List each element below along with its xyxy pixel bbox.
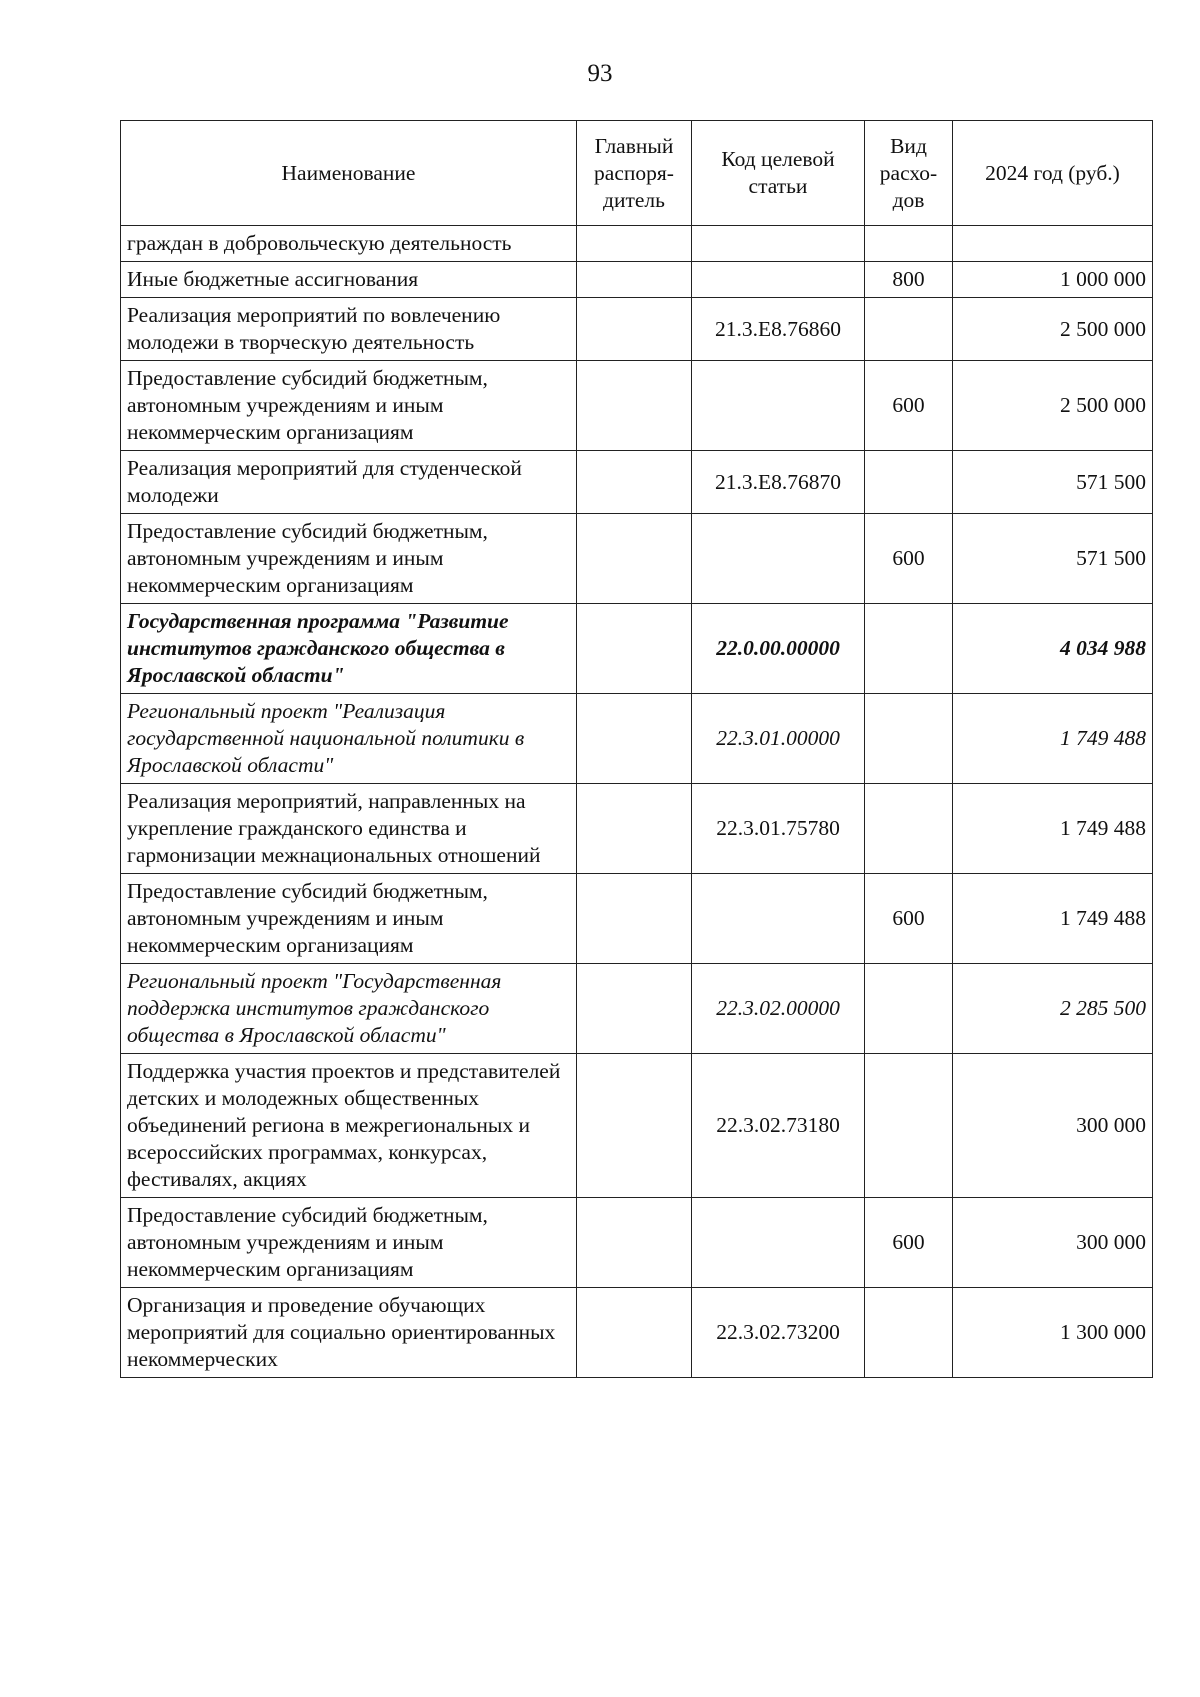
budget-table <box>120 120 1153 1378</box>
cell-admin <box>577 784 692 874</box>
table-row <box>121 262 1153 298</box>
cell-code: 22.3.02.00000 <box>692 964 865 1054</box>
cell-kind: 600 <box>865 361 953 451</box>
table-row <box>121 874 1153 964</box>
header-kind: Вид расхо-дов <box>865 121 953 226</box>
table-body <box>121 226 1153 1378</box>
cell-kind <box>865 964 953 1054</box>
cell-amount: 1 000 000 <box>953 262 1153 298</box>
cell-code <box>692 1198 865 1288</box>
table-row <box>121 784 1153 874</box>
cell-kind <box>865 1054 953 1198</box>
cell-name: Иные бюджетные ассигнования <box>121 262 577 298</box>
cell-kind <box>865 1288 953 1378</box>
cell-code <box>692 226 865 262</box>
cell-amount: 300 000 <box>953 1198 1153 1288</box>
cell-amount: 1 300 000 <box>953 1288 1153 1378</box>
cell-admin <box>577 1198 692 1288</box>
cell-code: 22.3.01.00000 <box>692 694 865 784</box>
cell-admin <box>577 694 692 784</box>
cell-code <box>692 514 865 604</box>
cell-kind <box>865 604 953 694</box>
cell-kind <box>865 226 953 262</box>
cell-name: Региональный проект "Государственная поддержка институтов гражданского общества в Ярославской области" <box>121 964 577 1054</box>
cell-name: Реализация мероприятий, направленных на укрепление гражданского единства и гармонизации межнациональных отношений <box>121 784 577 874</box>
cell-name: Предоставление субсидий бюджетным, автономным учреждениям и иным некоммерческим организациям <box>121 514 577 604</box>
cell-kind <box>865 694 953 784</box>
table-header-row <box>121 121 1153 226</box>
cell-admin <box>577 262 692 298</box>
table-row <box>121 1054 1153 1198</box>
cell-name: Реализация мероприятий для студенческой молодежи <box>121 451 577 514</box>
cell-admin <box>577 226 692 262</box>
table-row <box>121 361 1153 451</box>
header-amount: 2024 год (руб.) <box>953 121 1153 226</box>
table-row <box>121 1198 1153 1288</box>
cell-admin <box>577 1054 692 1198</box>
cell-admin <box>577 451 692 514</box>
cell-admin <box>577 514 692 604</box>
table-row <box>121 1288 1153 1378</box>
cell-amount: 571 500 <box>953 451 1153 514</box>
cell-kind <box>865 298 953 361</box>
cell-admin <box>577 361 692 451</box>
cell-kind <box>865 784 953 874</box>
cell-amount: 571 500 <box>953 514 1153 604</box>
table-row <box>121 604 1153 694</box>
cell-amount: 300 000 <box>953 1054 1153 1198</box>
cell-name: Организация и проведение обучающих мероприятий для социально ориентированных некоммерческих <box>121 1288 577 1378</box>
table-row <box>121 964 1153 1054</box>
cell-admin <box>577 604 692 694</box>
cell-name: Предоставление субсидий бюджетным, автономным учреждениям и иным некоммерческим организациям <box>121 874 577 964</box>
cell-amount: 1 749 488 <box>953 874 1153 964</box>
cell-amount: 4 034 988 <box>953 604 1153 694</box>
cell-kind: 600 <box>865 514 953 604</box>
cell-name: Предоставление субсидий бюджетным, автономным учреждениям и иным некоммерческим организациям <box>121 1198 577 1288</box>
cell-amount <box>953 226 1153 262</box>
cell-name: Региональный проект "Реализация государственной национальной политики в Ярославской области" <box>121 694 577 784</box>
table-row <box>121 514 1153 604</box>
cell-code: 21.3.Е8.76860 <box>692 298 865 361</box>
cell-name: граждан в добровольческую деятельность <box>121 226 577 262</box>
cell-code: 22.0.00.00000 <box>692 604 865 694</box>
cell-code: 22.3.02.73200 <box>692 1288 865 1378</box>
cell-code: 22.3.02.73180 <box>692 1054 865 1198</box>
cell-amount: 1 749 488 <box>953 694 1153 784</box>
cell-kind: 600 <box>865 1198 953 1288</box>
cell-code: 22.3.01.75780 <box>692 784 865 874</box>
table-row <box>121 226 1153 262</box>
cell-name: Государственная программа "Развитие институтов гражданского общества в Ярославской области" <box>121 604 577 694</box>
header-name: Наименование <box>121 121 577 226</box>
cell-code: 21.3.Е8.76870 <box>692 451 865 514</box>
cell-code <box>692 874 865 964</box>
cell-amount: 1 749 488 <box>953 784 1153 874</box>
cell-kind: 800 <box>865 262 953 298</box>
cell-kind: 600 <box>865 874 953 964</box>
cell-admin <box>577 298 692 361</box>
cell-kind <box>865 451 953 514</box>
cell-name: Предоставление субсидий бюджетным, автономным учреждениям и иным некоммерческим организациям <box>121 361 577 451</box>
table-row <box>121 451 1153 514</box>
page-number: 93 <box>587 60 613 87</box>
cell-name: Реализация мероприятий по вовлечению молодежи в творческую деятельность <box>121 298 577 361</box>
table-row <box>121 694 1153 784</box>
header-admin: Главный распоря-дитель <box>577 121 692 226</box>
header-code: Код целевой статьи <box>692 121 865 226</box>
cell-name: Поддержка участия проектов и представителей детских и молодежных общественных объединений региона в межрегиональных и всероссийских программах, конкурсах, фестивалях, акциях <box>121 1054 577 1198</box>
cell-admin <box>577 964 692 1054</box>
cell-admin <box>577 1288 692 1378</box>
cell-amount: 2 500 000 <box>953 361 1153 451</box>
cell-code <box>692 361 865 451</box>
cell-admin <box>577 874 692 964</box>
table-row <box>121 298 1153 361</box>
cell-amount: 2 285 500 <box>953 964 1153 1054</box>
cell-code <box>692 262 865 298</box>
cell-amount: 2 500 000 <box>953 298 1153 361</box>
